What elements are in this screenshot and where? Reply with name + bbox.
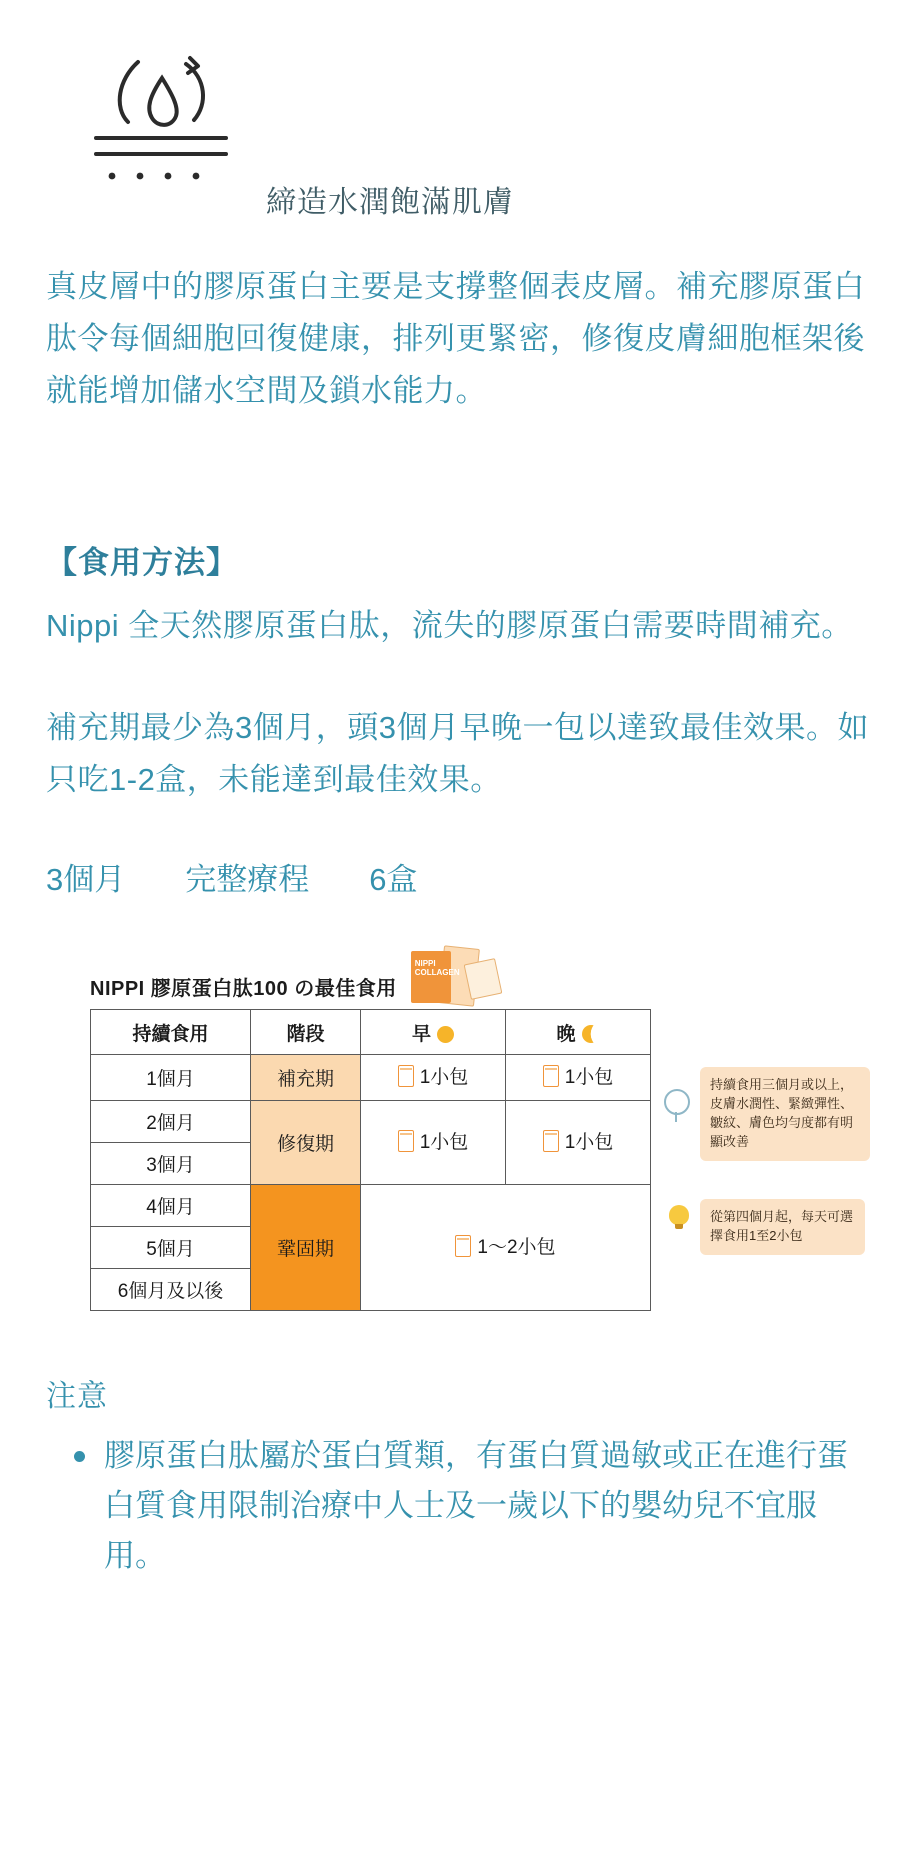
cell-duration: 5個月	[91, 1226, 251, 1268]
lightbulb-icon	[662, 1205, 696, 1230]
header-evening: 晚	[506, 1010, 651, 1055]
table-row	[91, 1184, 651, 1226]
sachet-icon	[543, 1065, 559, 1087]
course-boxes: 6盒	[369, 862, 418, 898]
cell-duration: 1個月	[91, 1055, 251, 1101]
sachet-icon	[398, 1065, 414, 1087]
cell-phase: 修復期	[251, 1100, 361, 1184]
table-row	[91, 1100, 651, 1142]
figure-header	[90, 947, 880, 1001]
cell-phase: 補充期	[251, 1055, 361, 1101]
cell-morning: 1小包	[361, 1055, 506, 1101]
intro-paragraph: 真皮層中的膠原蛋白主要是支撐整個表皮層。補充膠原蛋白肽令每個細胞回復健康，排列更緊密，修復皮膚細胞框架後就能增加儲水空間及鎖水能力。	[46, 269, 865, 409]
hero-caption: 締造水潤飽滿肌膚	[266, 186, 514, 219]
course-duration: 3個月	[46, 862, 126, 898]
cell-duration: 4個月	[91, 1184, 251, 1226]
course-summary	[46, 854, 873, 899]
moon-icon	[582, 1025, 600, 1043]
table-header-row	[91, 1010, 651, 1055]
cell-duration: 3個月	[91, 1142, 251, 1184]
header-morning: 早	[361, 1010, 506, 1055]
callout-skin-improvement: 持續食用三個月或以上，皮膚水潤性、緊緻彈性、皺紋、膚色均勻度都有明顯改善	[700, 1067, 870, 1160]
dosage-schedule-table	[90, 1009, 651, 1311]
sun-icon	[437, 1026, 454, 1043]
cell-evening: 1小包	[506, 1055, 651, 1101]
figure-title: NIPPI 膠原蛋白肽100 の最佳食用	[90, 978, 397, 1001]
cell-duration: 6個月及以後	[91, 1268, 251, 1310]
cell-evening: 1小包	[506, 1100, 651, 1184]
list-item: 膠原蛋白肽屬於蛋白質類，有蛋白質過敏或正在進行蛋白質食用限制治療中人士及一歲以下的嬰幼兒不宜服用。	[104, 1431, 873, 1582]
header-duration: 持續食用	[91, 1010, 251, 1055]
cell-both: 1～2小包	[361, 1184, 651, 1310]
course-label: 完整療程	[185, 862, 310, 898]
notes-list	[46, 1431, 873, 1582]
mirror-icon	[660, 1089, 694, 1120]
usage-paragraph-2: 補充期最少為3個月，頭3個月早晚一包以達致最佳效果。如只吃1-2盒，未能達到最佳效果。	[46, 710, 869, 798]
cell-phase: 鞏固期	[251, 1184, 361, 1310]
notes-title: 注意	[46, 1379, 108, 1413]
product-box-icon	[411, 947, 497, 1005]
hero-section	[46, 0, 873, 221]
callout-month-four-tip: 從第四個月起，每天可選擇食用1至2小包	[700, 1199, 865, 1255]
sachet-icon	[543, 1130, 559, 1152]
cell-morning: 1小包	[361, 1100, 506, 1184]
table-row	[91, 1055, 651, 1101]
box-art-label: NIPPI COLLAGEN	[414, 959, 460, 978]
usage-section-title: 【食用方法】	[46, 545, 238, 581]
usage-paragraph-1: Nippi 全天然膠原蛋白肽，流失的膠原蛋白需要時間補充。	[46, 608, 853, 644]
header-phase: 階段	[251, 1010, 361, 1055]
schedule-figure	[90, 947, 880, 1311]
sachet-icon	[455, 1235, 471, 1257]
water-drop-skin-icon	[66, 42, 256, 197]
sachet-icon	[398, 1130, 414, 1152]
cell-duration: 2個月	[91, 1100, 251, 1142]
